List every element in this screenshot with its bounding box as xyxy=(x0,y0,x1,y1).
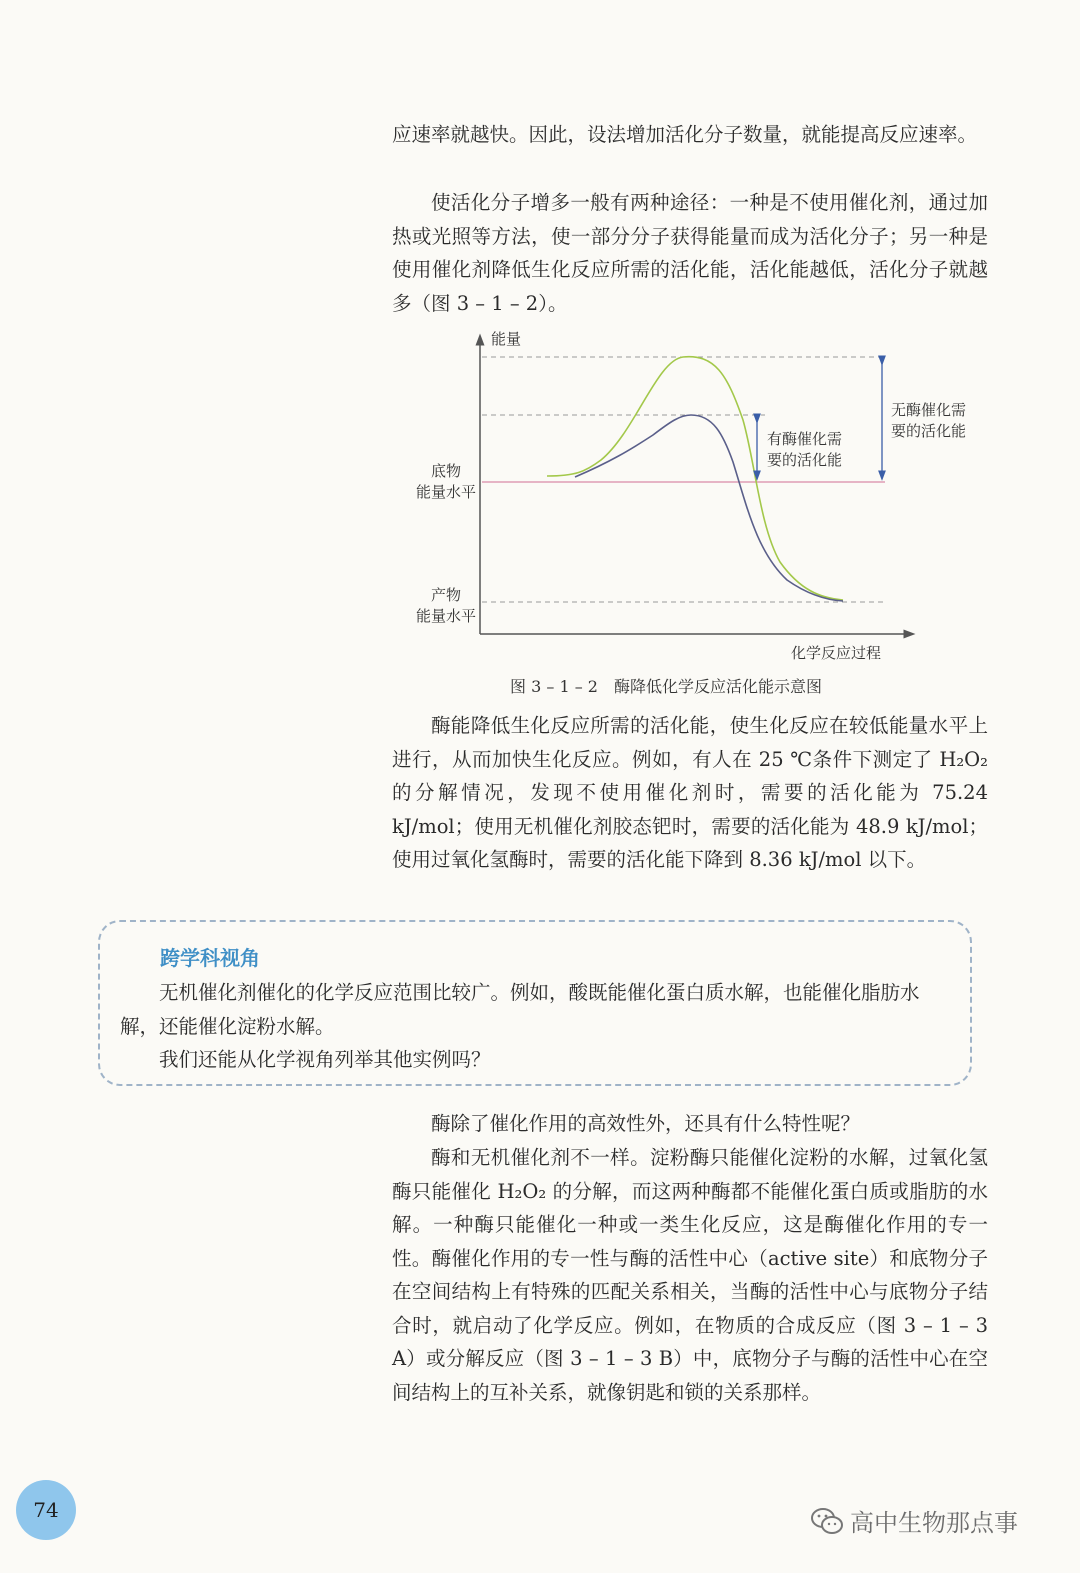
y-axis-label: 能量 xyxy=(491,330,522,348)
substrate-level-label xyxy=(415,461,477,503)
substrate-label-line2: 能量水平 xyxy=(415,483,476,501)
cross-discipline-box xyxy=(98,920,972,1086)
box-title: 跨学科视角 xyxy=(160,946,260,970)
product-label-line1: 产物 xyxy=(430,586,461,604)
product-label-line2: 能量水平 xyxy=(415,607,476,625)
x-axis-label: 化学反应过程 xyxy=(791,644,882,662)
no-enzyme-label xyxy=(891,400,966,442)
box-paragraph-1: 无机催化剂催化的化学反应范围比较广。例如，酸既能催化蛋白质水解，也能催化脂肪水解，还能催化淀粉水解。 xyxy=(120,981,920,1038)
page-number: 74 xyxy=(16,1480,76,1540)
with-enzyme-label xyxy=(767,429,842,471)
figure-activation-energy xyxy=(395,322,995,700)
with-enzyme-label-line1: 有酶催化需 xyxy=(767,430,843,448)
product-level-label xyxy=(415,585,477,627)
energy-diagram xyxy=(395,322,995,667)
box-body xyxy=(120,976,950,1077)
no-enzyme-label-line1: 无酶催化需 xyxy=(891,401,967,419)
substrate-label-line1: 底物 xyxy=(430,462,461,480)
watermark-text: 高中生物那点事 xyxy=(850,1509,1018,1537)
figure-caption: 图 3 – 1 – 2 酶降低化学反应活化能示意图 xyxy=(510,677,822,696)
wechat-icon xyxy=(810,1506,844,1536)
paragraph-specificity: 酶和无机催化剂不一样。淀粉酶只能催化淀粉的水解，过氧化氢酶只能催化 H₂O₂ 的分解，而这两种酶都不能催化蛋白质或脂肪的水解。一种酶只能催化一种或一类生化反应，这是酶催化作用的专一性。酶催化作用的专一性与酶的活性中心（active site）和底物分子在空间结构上有特殊的匹配关系相关，当酶的活性中心与底物分子结合时，就启动了化学反应。例如，在物质的合成反应（图 3 – 1 – 3 A）或分解反应（图 3 – 1 – 3 B）中，底物分子与酶的活性中心在空间结构上的互补关系，就像钥匙和锁的关系那样。 xyxy=(392,1146,988,1404)
no-enzyme-curve xyxy=(547,357,843,600)
paragraph-question: 酶除了催化作用的高效性外，还具有什么特性呢？ xyxy=(431,1112,861,1135)
with-enzyme-label-line2: 要的活化能 xyxy=(767,451,843,469)
no-enzyme-label-line2: 要的活化能 xyxy=(891,422,967,440)
paragraph-reaction-rate: 应速率就越快。因此，设法增加活化分子数量，就能提高反应速率。 xyxy=(392,123,978,146)
watermark xyxy=(810,1503,1018,1538)
box-paragraph-2: 我们还能从化学视角列举其他实例吗？ xyxy=(159,1048,491,1071)
paragraph-two-ways: 使活化分子增多一般有两种途径：一种是不使用催化剂，通过加热或光照等方法，使一部分分子获得能量而成为活化分子；另一种是使用催化剂降低生化反应所需的活化能，活化能越低，活化分子就越多（图 3 – 1 – 2）。 xyxy=(392,191,988,315)
paragraph-enzyme-lowers: 酶能降低生化反应所需的活化能，使生化反应在较低能量水平上进行，从而加快生化反应。例如，有人在 25 ℃条件下测定了 H₂O₂ 的分解情况，发现不使用催化剂时，需要的活化能为 75.24 kJ/mol；使用无机催化剂胶态钯时，需要的活化能为 48.9 kJ/mol；使用过氧化氢酶时，需要的活化能下降到 8.36 kJ/mol 以下。 xyxy=(392,714,988,871)
